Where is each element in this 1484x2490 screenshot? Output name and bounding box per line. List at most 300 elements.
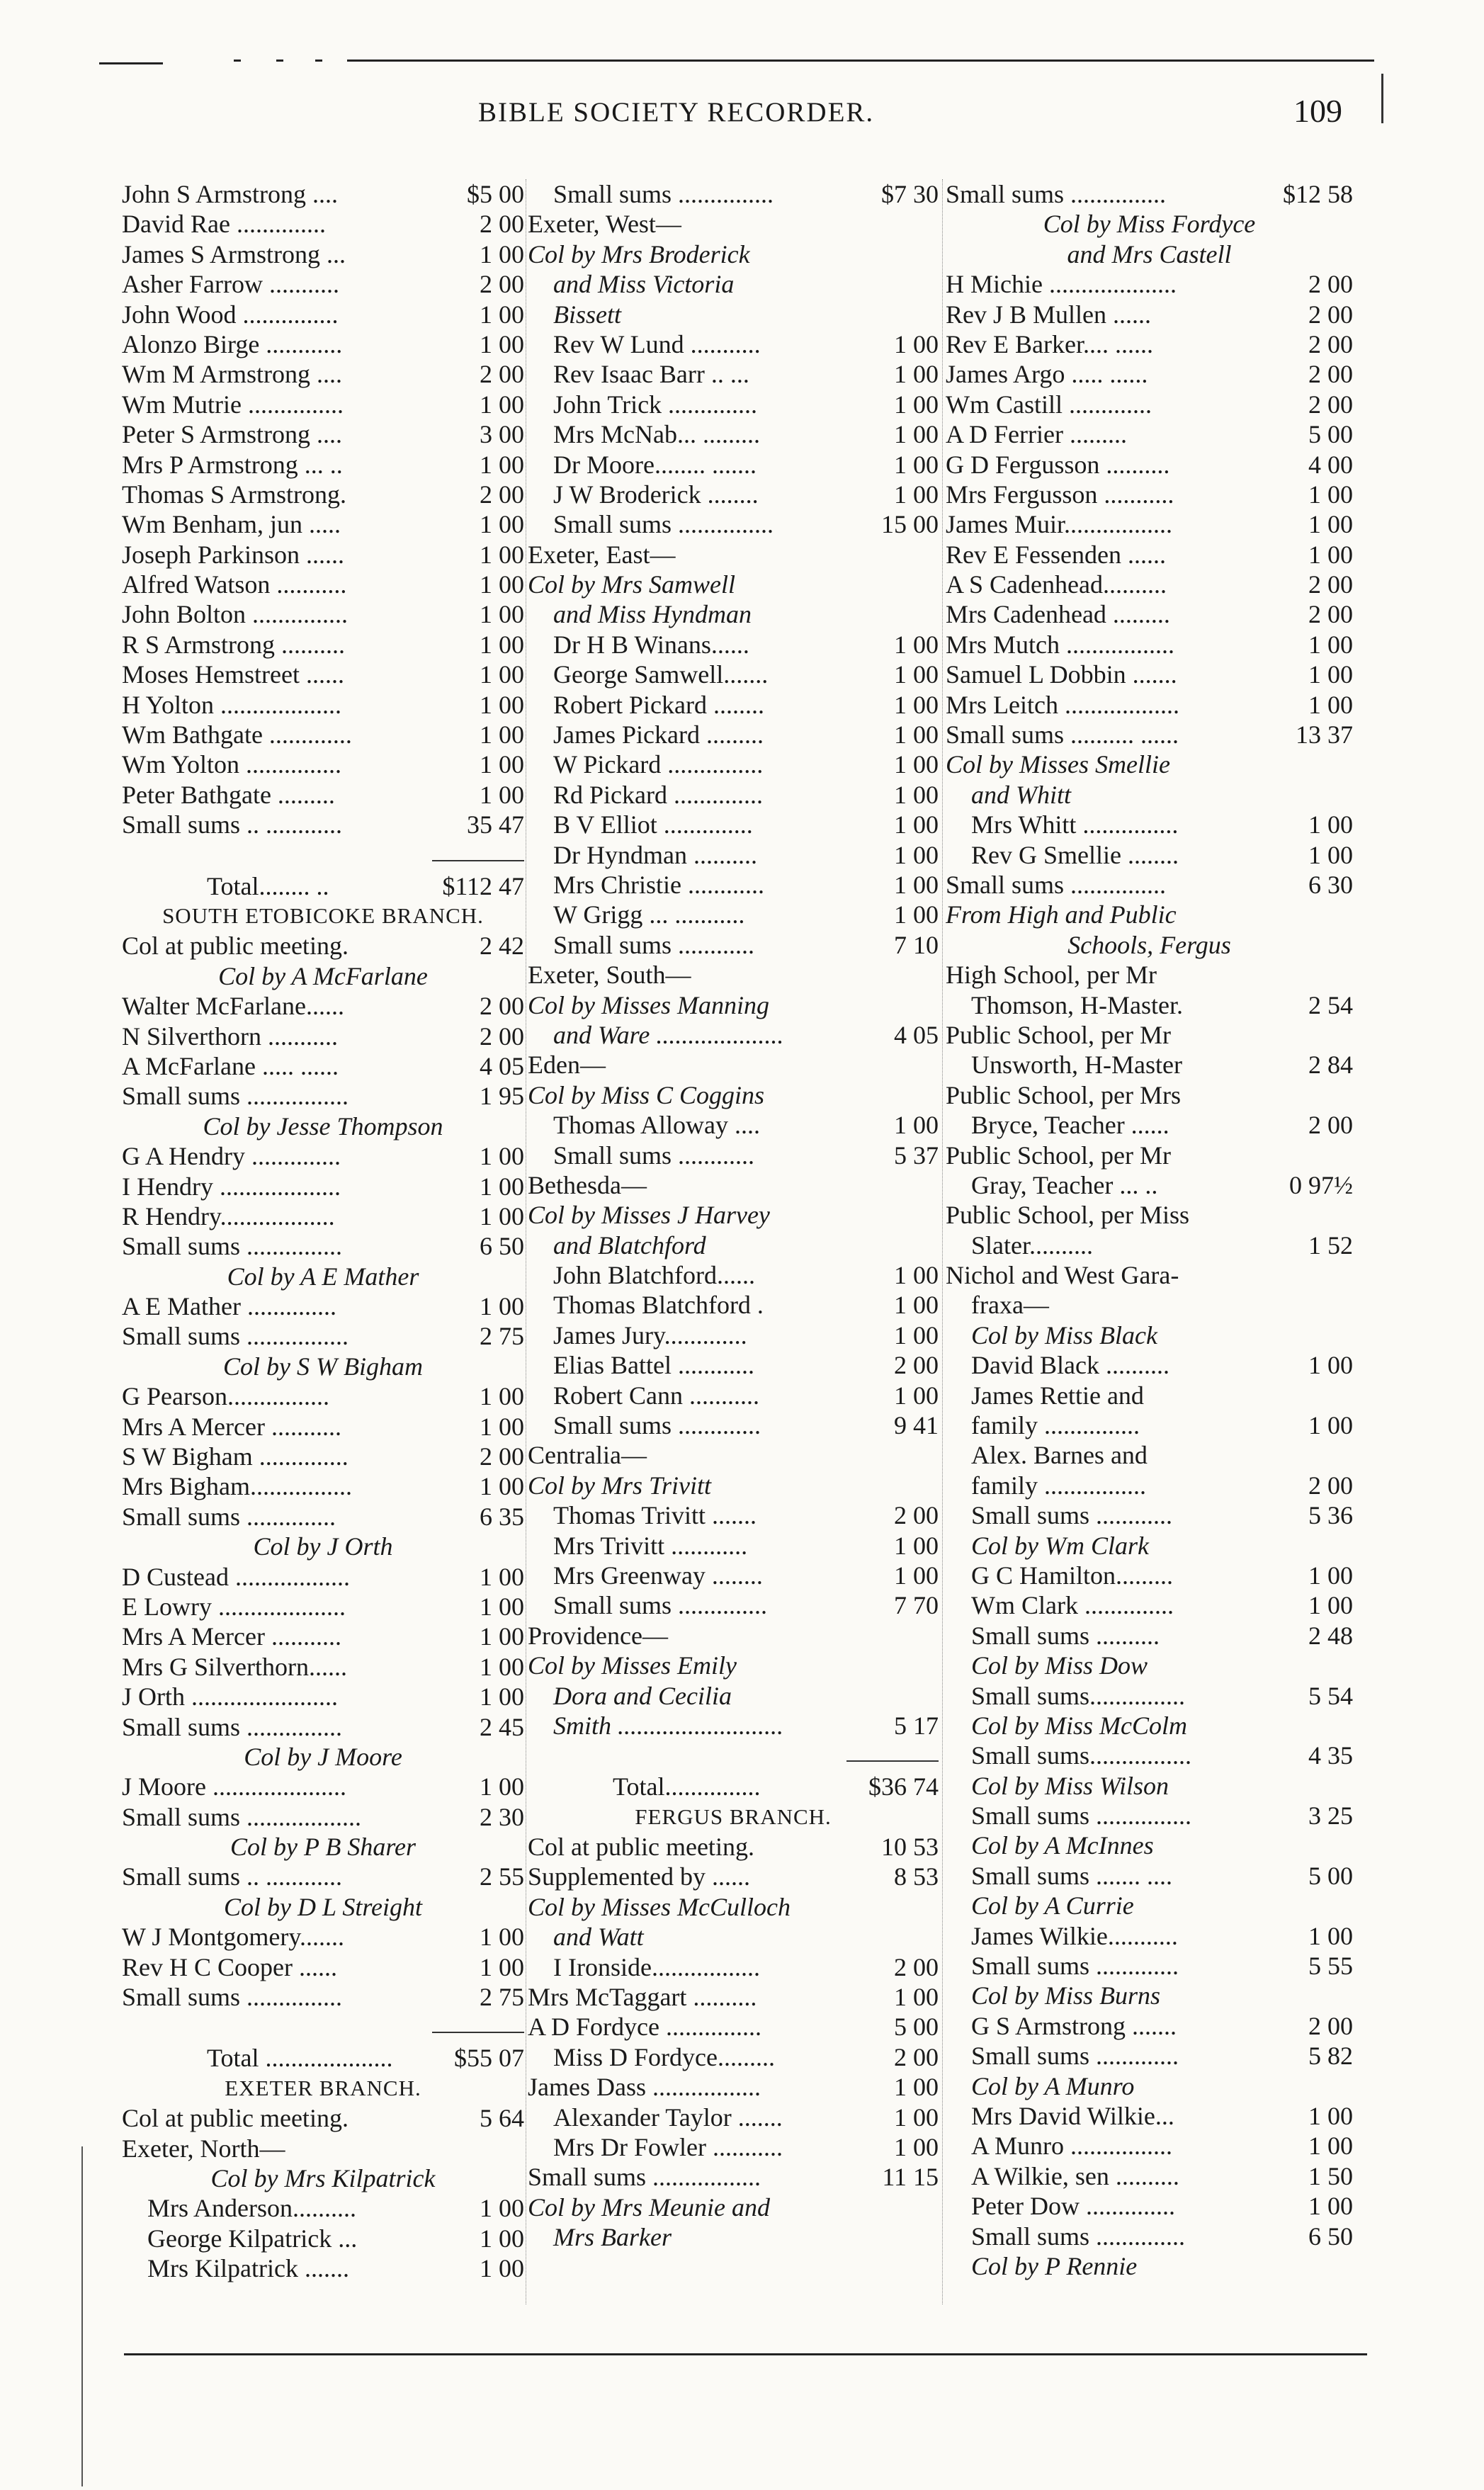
- ledger-entry: [122, 1412, 524, 1442]
- entry-amount: 15 00: [878, 509, 939, 539]
- ledger-entry: [528, 810, 939, 839]
- ledger-entry: [946, 1350, 1353, 1380]
- entry-text: R Hendry..................: [122, 1201, 335, 1230]
- entry-amount: 5 64: [477, 2103, 524, 2133]
- total-rule: [432, 2012, 524, 2033]
- entry-text: Alex. Barnes and: [971, 1441, 1148, 1470]
- ledger-entry: [528, 179, 939, 209]
- ledger-entry: [122, 2193, 524, 2223]
- entry-amount: 1 00: [477, 239, 524, 269]
- entry-text: Small sums ...............: [122, 1983, 343, 2012]
- entry-text: Dora and Cecilia: [553, 1681, 732, 1710]
- ledger-entry: [528, 1410, 939, 1440]
- collector-heading: [528, 1892, 939, 1922]
- entry-text: Wm Bathgate .............: [122, 720, 352, 749]
- entry-amount: 5 00: [1305, 419, 1353, 449]
- entry-amount: 1 00: [477, 2224, 524, 2253]
- ledger-entry: [122, 690, 524, 720]
- entry-amount: 2 00: [1305, 300, 1353, 329]
- entry-text: John Wood ...............: [122, 300, 339, 329]
- ledger-entry: [122, 1802, 524, 1832]
- ledger-entry: [122, 2103, 524, 2133]
- entry-text: Alexander Taylor .......: [553, 2103, 783, 2132]
- ledger-entry: [528, 749, 939, 779]
- entry-amount: 6 30: [1305, 870, 1353, 900]
- entry-text: Col by Mrs Samwell: [528, 570, 735, 599]
- entry-amount: 5 00: [1305, 1861, 1353, 1891]
- ledger-entry: [946, 1681, 1353, 1711]
- entry-text: W Grigg ... ...........: [553, 900, 745, 929]
- collector-heading: [946, 780, 1353, 810]
- ledger-entry: [946, 390, 1353, 419]
- ledger-entry: [946, 359, 1353, 389]
- ledger-entry: [946, 1741, 1353, 1770]
- ledger-entry: [122, 1682, 524, 1711]
- entry-amount: 1 00: [477, 509, 524, 539]
- entry-amount: 2 00: [1305, 390, 1353, 419]
- collector-heading: [946, 1531, 1353, 1561]
- entry-amount: 4 35: [1305, 1741, 1353, 1770]
- entry-text: and Ware ....................: [553, 1020, 784, 1049]
- entry-text: Col by Wm Clark: [971, 1531, 1149, 1560]
- entry-amount: 3 25: [1305, 1801, 1353, 1830]
- ledger-entry: [528, 2072, 939, 2102]
- entry-text: Small sums .............: [553, 1411, 761, 1440]
- entry-text: Rd Pickard ..............: [553, 780, 763, 809]
- ledger-entry: [946, 509, 1353, 539]
- entry-text: G Pearson................: [122, 1382, 329, 1411]
- ledger-entry: [946, 2041, 1353, 2071]
- entry-text: I Hendry ...................: [122, 1172, 341, 1201]
- entry-amount: 1 00: [477, 630, 524, 660]
- entry-amount: 6 50: [1305, 2222, 1353, 2251]
- entry-text: Small sums ...............: [946, 870, 1167, 899]
- ledger-entry: [122, 509, 524, 539]
- ledger-entry: [946, 2131, 1353, 2161]
- entry-amount: 2 00: [891, 2042, 939, 2072]
- entry-text: Rev J B Mullen ......: [946, 300, 1152, 329]
- ledger-entry: [528, 630, 939, 660]
- entry-text: Col by Miss Fordyce: [1043, 210, 1256, 239]
- entry-amount: 1 00: [891, 780, 939, 810]
- entry-amount: 1 00: [891, 450, 939, 480]
- entry-text: Col by Misses McCulloch: [528, 1892, 791, 1921]
- entry-amount: 1 00: [891, 1381, 939, 1410]
- entry-text: David Black ..........: [971, 1351, 1169, 1380]
- ledger-entry: [122, 1442, 524, 1471]
- entry-amount: 1 00: [477, 660, 524, 689]
- entry-text: Mrs Bigham................: [122, 1472, 353, 1501]
- entry-amount: 1 00: [477, 300, 524, 329]
- entry-text: Robert Cann ...........: [553, 1381, 759, 1410]
- entry-amount: 1 00: [477, 1922, 524, 1952]
- ledger-entry: [946, 179, 1353, 209]
- ledger-entry: [122, 1772, 524, 1801]
- entry-amount: 1 00: [1305, 1590, 1353, 1620]
- entry-amount: 6 50: [477, 1231, 524, 1261]
- entry-text: Col by J Moore: [244, 1742, 402, 1771]
- ledger-entry: [528, 1290, 939, 1320]
- entry-text: Col by P Rennie: [971, 2251, 1138, 2280]
- entry-text: G C Hamilton.........: [971, 1561, 1173, 1590]
- ledger-entry: [528, 660, 939, 689]
- ledger-entry: [946, 690, 1353, 720]
- ledger-entry: [946, 1080, 1353, 1110]
- collector-heading: [122, 1111, 524, 1141]
- column-left: [122, 179, 524, 2284]
- ledger-entry: [528, 2162, 939, 2192]
- entry-amount: 1 00: [891, 1561, 939, 1590]
- entry-amount: 1 00: [1305, 2191, 1353, 2221]
- entry-text: Unsworth, H-Master: [971, 1051, 1182, 1080]
- entry-amount: 1 00: [477, 329, 524, 359]
- entry-text: S W Bigham ..............: [122, 1442, 349, 1471]
- entry-text: and Blatchford: [553, 1230, 706, 1260]
- ledger-entry: [122, 1562, 524, 1592]
- collector-heading: [946, 2071, 1353, 2101]
- entry-text: Col by Miss C Coggins: [528, 1080, 765, 1109]
- ledger-entry: [946, 1141, 1353, 1170]
- ledger-entry: [122, 1622, 524, 1651]
- entry-text: Peter Bathgate .........: [122, 780, 335, 809]
- ledger-entry: [528, 2012, 939, 2042]
- ledger-entry: [946, 599, 1353, 629]
- ledger-entry: [946, 329, 1353, 359]
- collector-heading: [122, 1832, 524, 1862]
- entry-amount: 1 00: [477, 690, 524, 720]
- entry-text: James Muir.................: [946, 510, 1172, 539]
- entry-text: James Rettie and: [971, 1381, 1144, 1410]
- entry-amount: 9 41: [891, 1410, 939, 1440]
- entry-text: Col by Misses Emily: [528, 1651, 737, 1680]
- entry-amount: 2 75: [477, 1982, 524, 2012]
- ledger-entry: [122, 2134, 524, 2163]
- ledger-entry: [122, 720, 524, 749]
- collector-heading: [946, 239, 1353, 269]
- entry-text: Miss D Fordyce.........: [553, 2042, 775, 2071]
- entry-text: and Whitt: [971, 780, 1071, 809]
- ledger-entry: [528, 509, 939, 539]
- ledger-entry: [122, 1051, 524, 1081]
- ledger-entry: [946, 1290, 1353, 1320]
- entry-text: Small sums ...............: [122, 1712, 343, 1741]
- entry-amount: 2 00: [477, 1022, 524, 1051]
- entry-amount: 1 00: [477, 1952, 524, 1982]
- entry-amount: 1 00: [891, 2103, 939, 2132]
- collector-heading: [122, 1742, 524, 1772]
- column-middle: [528, 179, 939, 2253]
- entry-text: Eden—: [528, 1051, 606, 1080]
- entry-amount: 1 00: [477, 599, 524, 629]
- entry-amount: 1 00: [477, 2253, 524, 2283]
- entry-amount: 1 00: [1305, 480, 1353, 509]
- entry-amount: $55 07: [451, 2043, 524, 2073]
- entry-amount: 1 00: [477, 1772, 524, 1801]
- entry-text: James S Armstrong ...: [122, 239, 346, 268]
- entry-text: Exeter, East—: [528, 540, 676, 569]
- entry-text: Col at public meeting.: [122, 2104, 349, 2133]
- ledger-entry: [946, 300, 1353, 329]
- entry-text: Small sums .................: [528, 2163, 761, 2192]
- collector-heading: [528, 570, 939, 599]
- entry-text: Centralia—: [528, 1441, 647, 1470]
- collector-heading: [528, 1080, 939, 1110]
- ledger-entry: [946, 2222, 1353, 2251]
- entry-amount: 1 00: [477, 390, 524, 419]
- ledger-entry: [946, 1861, 1353, 1891]
- bottom-rule: [124, 2353, 1367, 2355]
- entry-text: Col by Mrs Kilpatrick: [210, 2164, 436, 2192]
- entry-amount: 1 00: [477, 450, 524, 480]
- ledger-entry: [528, 690, 939, 720]
- entry-text: and Miss Victoria: [553, 270, 735, 299]
- entry-text: Mrs Dr Fowler ...........: [553, 2133, 783, 2161]
- entry-text: H Yolton ...................: [122, 690, 342, 719]
- entry-text: Public School, per Mr: [946, 1141, 1171, 1170]
- entry-text: G D Fergusson ..........: [946, 450, 1170, 479]
- ledger-entry: [122, 300, 524, 329]
- entry-text: Providence—: [528, 1621, 668, 1650]
- entry-text: Col by Mrs Trivitt: [528, 1471, 712, 1500]
- ledger-entry: [122, 1381, 524, 1411]
- entry-text: Small sums ..............: [122, 1502, 336, 1531]
- entry-text: W Pickard ...............: [553, 750, 764, 779]
- top-dash: [276, 60, 283, 62]
- entry-text: George Samwell.......: [553, 660, 769, 689]
- entry-text: Alfred Watson ...........: [122, 570, 347, 599]
- ledger-entry: [528, 480, 939, 509]
- entry-amount: 2 00: [891, 1952, 939, 1982]
- entry-amount: 1 00: [477, 1562, 524, 1592]
- entry-text: Mrs P Armstrong ... ..: [122, 450, 343, 479]
- ledger-entry: [528, 900, 939, 929]
- entry-amount: 2 00: [1305, 1110, 1353, 1140]
- ledger-entry: [946, 1471, 1353, 1500]
- ledger-entry: [122, 480, 524, 509]
- ledger-entry: [122, 2224, 524, 2253]
- entry-text: Mrs Whitt ...............: [971, 810, 1179, 839]
- collector-heading: [946, 930, 1353, 960]
- entry-text: B V Elliot ..............: [553, 810, 753, 839]
- ledger-entry: [946, 990, 1353, 1020]
- entry-text: Dr Hyndman ..........: [553, 840, 757, 869]
- entry-amount: 1 00: [891, 419, 939, 449]
- branch-heading: [528, 1802, 939, 1832]
- entry-text: George Kilpatrick ...: [147, 2224, 358, 2253]
- ledger-entry: [946, 840, 1353, 870]
- collector-heading: [528, 2222, 939, 2252]
- entry-text: Col by Miss Black: [971, 1320, 1157, 1349]
- entry-text: High School, per Mr: [946, 961, 1157, 990]
- entry-text: Mrs Cadenhead .........: [946, 600, 1170, 629]
- ledger-entry: [946, 810, 1353, 839]
- entry-amount: 1 00: [891, 1531, 939, 1561]
- branch-heading: [122, 2073, 524, 2103]
- ledger-entry: [528, 1862, 939, 1891]
- entry-amount: 1 00: [891, 390, 939, 419]
- collector-heading: [528, 1230, 939, 1260]
- entry-amount: $12 58: [1280, 179, 1353, 209]
- entry-text: Col by Miss Dow: [971, 1651, 1148, 1680]
- entry-text: Smith ..........................: [553, 1711, 784, 1740]
- entry-text: G A Hendry ..............: [122, 1142, 341, 1171]
- ledger-entry: [122, 2253, 524, 2283]
- entry-text: Mrs Anderson..........: [147, 2194, 356, 2223]
- entry-text: Mrs A Mercer ...........: [122, 1622, 341, 1651]
- entry-text: Col by A McFarlane: [218, 961, 428, 990]
- entry-text: A D Ferrier .........: [946, 420, 1127, 449]
- entry-amount: 1 00: [477, 780, 524, 810]
- ledger-entry: [528, 1170, 939, 1200]
- ledger-entry: [528, 1350, 939, 1380]
- entry-amount: 0 97½: [1286, 1170, 1353, 1200]
- ledger-entry: [528, 1110, 939, 1140]
- entry-amount: 1 00: [477, 720, 524, 749]
- collector-heading: [122, 1262, 524, 1291]
- ledger-entry: [122, 599, 524, 629]
- entry-text: Mrs Greenway ........: [553, 1561, 763, 1590]
- entry-amount: 1 00: [477, 1412, 524, 1442]
- entry-amount: 2 00: [477, 480, 524, 509]
- ledger-entry: [122, 269, 524, 299]
- entry-text: John Blatchford......: [553, 1261, 755, 1290]
- entry-amount: 35 47: [464, 810, 524, 839]
- entry-text: Col by A E Mather: [227, 1262, 419, 1291]
- entry-amount: 1 00: [477, 1291, 524, 1321]
- ledger-entry: [946, 450, 1353, 480]
- entry-text: Bethesda—: [528, 1170, 647, 1199]
- entry-text: Col by Miss Wilson: [971, 1771, 1169, 1800]
- collector-heading: [946, 1711, 1353, 1741]
- entry-text: Small sums .......... ......: [946, 720, 1179, 749]
- ledger-entry: [946, 2101, 1353, 2131]
- entry-text: Small sums................: [971, 1741, 1192, 1770]
- ledger-entry: [946, 570, 1353, 599]
- ledger-entry: [528, 2132, 939, 2162]
- entry-text: Small sums .............: [971, 1952, 1179, 1981]
- collector-heading: [946, 900, 1353, 929]
- ledger-entry: [946, 1410, 1353, 1440]
- entry-amount: 2 84: [1305, 1050, 1353, 1080]
- ledger-entry: [946, 1050, 1353, 1080]
- entry-text: Wm Clark ..............: [971, 1591, 1174, 1620]
- entry-amount: 13 37: [1293, 720, 1353, 749]
- ledger-entry: [946, 1020, 1353, 1050]
- entry-text: Mrs McTaggart ..........: [528, 1983, 757, 2012]
- entry-amount: 1 00: [1305, 660, 1353, 689]
- entry-amount: 10 53: [878, 1832, 939, 1862]
- entry-amount: 1 00: [1305, 630, 1353, 660]
- entry-text: Small sums .. ............: [122, 1862, 343, 1891]
- entry-text: Nichol and West Gara-: [946, 1261, 1179, 1290]
- entry-amount: 1 00: [891, 870, 939, 900]
- entry-text: Dr H B Winans......: [553, 630, 749, 659]
- entry-amount: 7 70: [891, 1590, 939, 1620]
- entry-amount: 5 37: [891, 1141, 939, 1170]
- entry-amount: 5 17: [891, 1711, 939, 1741]
- entry-text: Thomas S Armstrong.: [122, 480, 347, 509]
- entry-text: Public School, per Miss: [946, 1201, 1190, 1230]
- ledger-entry: [122, 179, 524, 209]
- entry-amount: 1 50: [1305, 2161, 1353, 2191]
- ledger-entry: [122, 209, 524, 239]
- ledger-entry: [122, 630, 524, 660]
- column-divider: [942, 179, 943, 2304]
- ledger-entry: [946, 720, 1353, 749]
- entry-amount: 4 00: [1305, 450, 1353, 480]
- entry-amount: 2 00: [891, 1350, 939, 1380]
- entry-amount: $7 30: [878, 179, 939, 209]
- entry-text: and Watt: [553, 1923, 644, 1952]
- collector-heading: [122, 1892, 524, 1922]
- collector-heading: [528, 1200, 939, 1230]
- branch-heading: [122, 901, 524, 931]
- ledger-entry: [946, 419, 1353, 449]
- entry-text: Schools, Fergus: [1067, 930, 1231, 959]
- entry-text: Total........ ..: [207, 871, 329, 900]
- entry-amount: 1 00: [477, 1592, 524, 1622]
- ledger-entry: [122, 780, 524, 810]
- ledger-entry: [122, 1201, 524, 1231]
- entry-amount: 1 00: [1305, 840, 1353, 870]
- entry-text: Small sums ....... ....: [971, 1861, 1173, 1890]
- ledger-entry: [946, 2191, 1353, 2221]
- ledger-entry: [528, 780, 939, 810]
- entry-text: Col by A Munro: [971, 2071, 1135, 2100]
- entry-text: and Mrs Castell: [1067, 239, 1232, 268]
- ledger-entry: [122, 450, 524, 480]
- ledger-entry: [528, 1832, 939, 1862]
- ledger-entry: [122, 1922, 524, 1952]
- collector-heading: [528, 1020, 939, 1050]
- entry-amount: 5 00: [891, 2012, 939, 2042]
- entry-amount: 2 00: [1305, 599, 1353, 629]
- entry-amount: 2 00: [1305, 570, 1353, 599]
- entry-text: Thomson, H-Master.: [971, 990, 1183, 1019]
- entry-amount: 1 00: [477, 1622, 524, 1651]
- entry-amount: 1 00: [891, 1290, 939, 1320]
- entry-text: FERGUS BRANCH.: [635, 1804, 832, 1829]
- entry-text: Rev W Lund ...........: [553, 329, 761, 358]
- ledger-entry: [528, 1590, 939, 1620]
- collector-heading: [946, 1320, 1353, 1350]
- collector-heading: [528, 1681, 939, 1711]
- ledger-entry: [528, 960, 939, 990]
- entry-text: H Michie ....................: [946, 270, 1177, 299]
- entry-text: Bryce, Teacher ......: [971, 1111, 1169, 1140]
- entry-amount: 1 00: [477, 1172, 524, 1201]
- entry-amount: 1 00: [891, 1320, 939, 1350]
- ledger-entry: [122, 1471, 524, 1501]
- entry-text: Alonzo Birge ............: [122, 329, 343, 358]
- entry-text: Joseph Parkinson ......: [122, 540, 344, 569]
- entry-amount: 5 55: [1305, 1951, 1353, 1981]
- entry-amount: 2 00: [477, 359, 524, 389]
- ledger-entry: [122, 991, 524, 1021]
- collector-heading: [122, 2163, 524, 2193]
- entry-text: Mrs Kilpatrick .......: [147, 2254, 349, 2283]
- entry-amount: 5 82: [1305, 2041, 1353, 2071]
- collector-heading: [528, 269, 939, 299]
- ledger-entry: [946, 960, 1353, 990]
- entry-amount: 2 42: [477, 931, 524, 961]
- entry-amount: 2 00: [1305, 329, 1353, 359]
- entry-text: Dr Moore........ .......: [553, 450, 757, 479]
- ledger-entry: [122, 810, 524, 839]
- entry-amount: 1 00: [477, 1141, 524, 1171]
- entry-text: Rev E Fessenden ......: [946, 540, 1166, 569]
- entry-amount: 4 05: [477, 1051, 524, 1081]
